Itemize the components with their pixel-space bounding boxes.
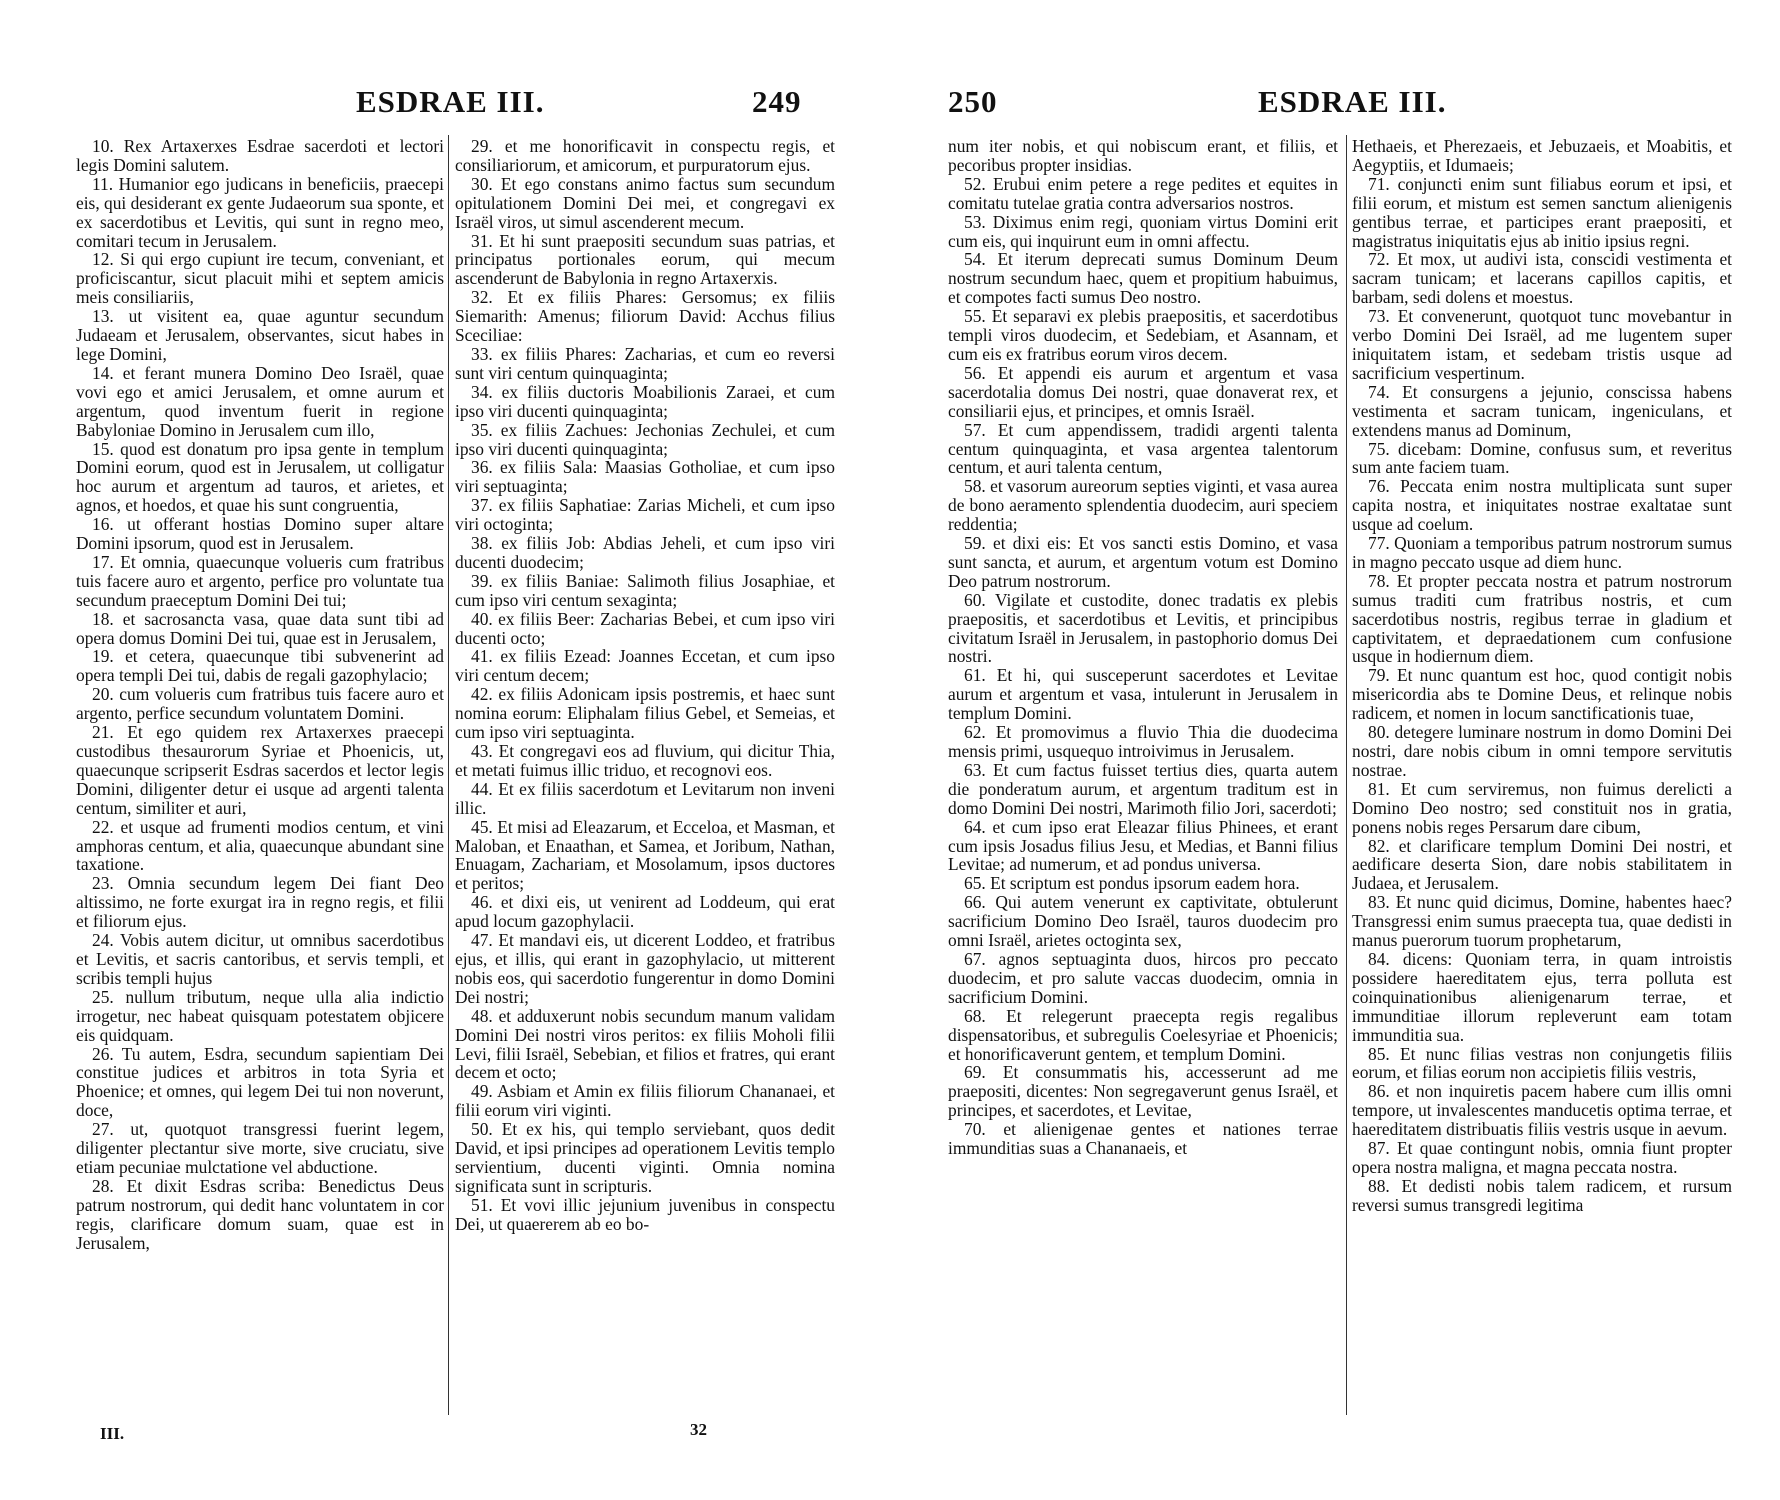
verse: 22. et usque ad frumenti modios centum, et vini amphoras centum, et alia, quaecunque abundant sine taxatione. bbox=[76, 816, 444, 875]
verse: 62. Et promovimus a fluvio Thia die duodecima mensis primi, usquequo introivimus in Jerusalem. bbox=[948, 722, 1338, 761]
verse: 69. Et consummatis his, accesserunt ad me praepositi, dicentes: Non segregaverunt genus Israël, et principes, et sacerdotes, et Levitae, bbox=[948, 1062, 1338, 1121]
verse: 35. ex filiis Zachues: Jechonias Zechulei, et cum ipso viri ducenti quinquaginta; bbox=[455, 419, 835, 459]
verse: 24. Vobis autem dicitur, ut omnibus sacerdotibus et Levitis, et sacris cantoribus, et servis templi, et scribis templi hujus bbox=[76, 930, 444, 988]
verse: 37. ex filiis Saphatiae: Zarias Micheli, et cum ipso viri octoginta; bbox=[455, 495, 835, 535]
verse: 59. et dixi eis: Et vos sancti estis Domino, et vasa sunt sancta, et aurum, et argentum votum est Domino Deo patrum nostrorum. bbox=[948, 533, 1338, 591]
verse: 23. Omnia secundum legem Dei fiant Deo altissimo, ne forte exurgat ira in regno regis, et filii et filiorum ejus. bbox=[76, 873, 444, 932]
verse: 58. et vasorum aureorum septies viginti, et vasa aurea de bono aeramento splendentia duodecim, auri speciem reddentia; bbox=[948, 476, 1338, 535]
verse: 57. Et cum appendissem, tradidi argenti talenta centum quinquaginta, et vasa argentea talentorum centum, et auri talenta centum, bbox=[948, 419, 1338, 478]
right-column-2 bbox=[1352, 137, 1732, 1215]
verse: 12. Si qui ergo cupiunt ire tecum, conveniant, et proficiscantur, sicut placuit mihi et septem amicis meis consiliariis, bbox=[76, 249, 444, 308]
verse: 86. et non inquiretis pacem habere cum illis omni tempore, ut invalescentes manducetis optima terrae, et haereditatem distribuatis filiis vestris usque in aevum. bbox=[1352, 1081, 1732, 1140]
verse: 84. dicens: Quoniam terra, in quam introistis possidere haereditatem ejus, terra polluta est coinquinationibus alienigenarum terrae, et immunditiae illorum repleverunt eam totam immunditia sua. bbox=[1352, 948, 1732, 1045]
verse: 64. et cum ipso erat Eleazar filius Phinees, et erant cum ipsis Josadus filius Jesu, et Medias, et Banni filius Levitae; ad numerum, et ad pondus universa. bbox=[948, 816, 1338, 875]
verse: 32. Et ex filiis Phares: Gersomus; ex filiis Siemarith: Amenus; filiorum David: Acchus filius Sceciliae: bbox=[455, 287, 835, 346]
verse: 80. detegere luminare nostrum in domo Domini Dei nostri, dare nobis cibum in omni tempore servitutis nostrae. bbox=[1352, 722, 1732, 780]
verse: 70. et alienigenae gentes et nationes terrae immunditias suas a Chananaeis, et bbox=[948, 1119, 1338, 1159]
verse: 82. et clarificare templum Domini Dei nostri, et aedificare deserta Sion, dare nobis stabilitatem in Judaea, et Jerusalem. bbox=[1352, 835, 1732, 894]
verse: 61. Et hi, qui susceperunt sacerdotes et Levitae aurum et argentum et vasa, intulerunt in Jerusalem in templum Domini. bbox=[948, 665, 1338, 724]
verse-continuation: Hethaeis, et Pherezaeis, et Jebuzaeis, et Moabitis, et Aegyptiis, et Idumaeis; bbox=[1352, 136, 1732, 175]
verse: 47. Et mandavi eis, ut dicerent Loddeo, et fratribus ejus, et illis, qui erant in gazophylacio, ut mitterent nobis eos, qui sacerdotio fungerentur in domo Domini Dei nostri; bbox=[455, 930, 835, 1007]
verse-continuation: num iter nobis, et qui nobiscum erant, et filiis, et pecoribus propter insidias. bbox=[948, 136, 1338, 175]
verse: 33. ex filiis Phares: Zacharias, et cum eo reversi sunt viri centum quinquaginta; bbox=[455, 343, 835, 383]
verse: 54. Et iterum deprecati sumus Dominum Deum nostrum secundum haec, quem et propitium habuimus, et compotes facti sumus Deo nostro. bbox=[948, 249, 1338, 308]
verse: 40. ex filiis Beer: Zacharias Bebei, et cum ipso viri ducenti octo; bbox=[455, 608, 835, 648]
running-title-right: ESDRAE III. bbox=[1258, 84, 1447, 119]
verse: 28. Et dixit Esdras scriba: Benedictus Deus patrum nostrorum, qui dedit hanc voluntatem in cor regis, clarificare domum suam, quae est in Jerusalem, bbox=[76, 1175, 444, 1253]
left-column-1 bbox=[76, 137, 444, 1252]
running-title-left: ESDRAE III. bbox=[356, 84, 545, 119]
verse: 72. Et mox, ut audivi ista, conscidi vestimenta et sacram tunicam; et lacerans capillos capitis, et barbam, sedi dolens et moestus. bbox=[1352, 249, 1732, 308]
verse: 20. cum volueris cum fratribus tuis facere auro et argento, perfice secundum voluntatem Domini. bbox=[76, 684, 444, 724]
verse: 55. Et separavi ex plebis praepositis, et sacerdotibus templi viros duodecim, et Sedebiam, et Asannam, et cum eis ex fratribus eorum viros decem. bbox=[948, 306, 1338, 364]
page-number-left: 249 bbox=[752, 84, 802, 119]
verse: 39. ex filiis Baniae: Salimoth filius Josaphiae, et cum ipso viri centum sexaginta; bbox=[455, 570, 835, 610]
verse: 85. Et nunc filias vestras non conjungetis filiis eorum, et filias eorum non accipietis filiis vestris, bbox=[1352, 1043, 1732, 1083]
verse: 26. Tu autem, Esdra, secundum sapientiam Dei constitue judices et arbitros in tota Syria et Phoenice; et omnes, qui legem Dei tui non noverunt, doce, bbox=[76, 1043, 444, 1121]
verse: 43. Et congregavi eos ad fluvium, qui dicitur Thia, et metati fuimus illic triduo, et recognovi eos. bbox=[455, 741, 835, 780]
verse: 78. Et propter peccata nostra et patrum nostrorum sumus traditi cum fratribus nostris, et cum sacerdotibus nostris, regibus terrae in gladium et captivitatem, et depraedationem cum confusione usque in hodiernum diem. bbox=[1352, 570, 1732, 667]
right-column-1 bbox=[948, 137, 1338, 1158]
left-column-2 bbox=[455, 137, 835, 1234]
verse: 51. Et vovi illic jejunium juvenibus in conspectu Dei, ut quaererem ab eo bo- bbox=[455, 1194, 835, 1234]
verse: 36. ex filiis Sala: Maasias Gotholiae, et cum ipso viri septuaginta; bbox=[455, 457, 835, 497]
verse: 50. Et ex his, qui templo serviebant, quos dedit David, et ipsi principes ad operationem Levitis templo servientium, ducenti viginti. Omnia nomina significata sunt in scripturis. bbox=[455, 1119, 835, 1196]
verse: 38. ex filiis Job: Abdias Jeheli, et cum ipso viri ducenti duodecim; bbox=[455, 533, 835, 572]
verse: 16. ut offerant hostias Domino super altare Domini ipsorum, quod est in Jerusalem. bbox=[76, 514, 444, 554]
verse: 60. Vigilate et custodite, donec tradatis ex plebis praepositis, et sacerdotibus et Levitis, et principibus civitatum Israël in Jerusalem, in pastophorio domus Dei nostri. bbox=[948, 589, 1338, 667]
verse: 30. Et ego constans animo factus sum secundum opitulationem Domini Dei mei, et congregavi ex Israël viros, ut simul ascenderent mecum. bbox=[455, 173, 835, 232]
verse: 79. Et nunc quantum est hoc, quod contigit nobis misericordia abs te Domine Deus, et relinque nobis radicem, et nomen in locum sanctificationis tuae, bbox=[1352, 665, 1732, 724]
verse: 48. et adduxerunt nobis secundum manum validam Domini Dei nostri viros peritos: ex filiis Moholi filii Levi, filii Israël, Sebebian, et filios et fratres, qui erant decem et octo; bbox=[455, 1005, 835, 1083]
verse: 42. ex filiis Adonicam ipsis postremis, et haec sunt nomina eorum: Eliphalam filius Gebel, et Semeias, et cum ipso viri septuaginta. bbox=[455, 684, 835, 743]
verse: 45. Et misi ad Eleazarum, et Ecceloa, et Masman, et Maloban, et Enaathan, et Samea, et Joribum, Nathan, Enuagam, Zachariam, et Mosolamum, ipsos ductores et peritos; bbox=[455, 816, 835, 894]
verse: 17. Et omnia, quaecunque volueris cum fratribus tuis facere auro et argento, perfice pro voluntate tua secundum praeceptum Domini Dei tui; bbox=[76, 551, 444, 610]
verse: 88. Et dedisti nobis talem radicem, et rursum reversi sumus transgredi legitima bbox=[1352, 1175, 1732, 1215]
verse: 10. Rex Artaxerxes Esdrae sacerdoti et lectori legis Domini salutem. bbox=[76, 136, 444, 175]
verse: 18. et sacrosancta vasa, quae data sunt tibi ad opera domus Domini Dei tui, quae est in Jerusalem, bbox=[76, 608, 444, 648]
verse: 31. Et hi sunt praepositi secundum suas patrias, et principatus portionales eorum, qui mecum ascenderunt de Babylonia in regno Artaxerxis. bbox=[455, 230, 835, 289]
verse: 14. et ferant munera Domino Deo Israël, quae vovi ego et amici Jerusalem, et omne aurum et argentum, quod inventum fuerit in regione Babyloniae Domino in Jerusalem cum illo, bbox=[76, 362, 444, 440]
verse: 81. Et cum serviremus, non fuimus derelicti a Domino Deo nostro; sed constituit nos in gratia, ponens nobis reges Persarum dare cibum, bbox=[1352, 778, 1732, 837]
verse: 87. Et quae contingunt nobis, omnia fiunt propter opera nostra maligna, et magna peccata nostra. bbox=[1352, 1138, 1732, 1177]
verse: 68. Et relegerunt praecepta regis regalibus dispensatoribus, et subregulis Coelesyriae et Phoenicis; et honorificaverunt gentem, et templum Domini. bbox=[948, 1005, 1338, 1064]
verse: 34. ex filiis ductoris Moabilionis Zaraei, et cum ipso viri ducenti quinquaginta; bbox=[455, 381, 835, 421]
signature-mark: III. bbox=[100, 1424, 125, 1443]
verse: 25. nullum tributum, neque ulla alia indictio irrogetur, nec habeat quisquam potestatem objicere eis quidquam. bbox=[76, 986, 444, 1045]
right-page bbox=[890, 0, 1780, 1500]
verse: 63. Et cum factus fuisset tertius dies, quarta autem die ponderatum aurum, et argentum traditum est in domo Domini Dei nostri, Marimoth filio Jori, sacerdoti; bbox=[948, 759, 1338, 818]
verse: 46. et dixi eis, ut venirent ad Loddeum, qui erat apud locum gazophylacii. bbox=[455, 892, 835, 932]
verse: 66. Qui autem venerunt ex captivitate, obtulerunt sacrificium Domino Deo Israël, tauros duodecim pro omni Israël, arietes octoginta sex, bbox=[948, 892, 1338, 951]
verse: 53. Diximus enim regi, quoniam virtus Domini erit cum eis, qui inquirunt eum in omni affectu. bbox=[948, 211, 1338, 251]
verse: 41. ex filiis Ezead: Joannes Eccetan, et cum ipso viri centum decem; bbox=[455, 646, 835, 686]
verse: 75. dicebam: Domine, confusus sum, et reveritus sum ante faciem tuam. bbox=[1352, 438, 1732, 478]
page-number-right: 250 bbox=[948, 84, 998, 119]
verse: 77. Quoniam a temporibus patrum nostrorum sumus in magno peccato usque ad diem hunc. bbox=[1352, 533, 1732, 572]
verse: 13. ut visitent ea, quae aguntur secundum Judaeam et Jerusalem, observantes, sicut habes in lege Domini, bbox=[76, 306, 444, 364]
verse: 52. Erubui enim petere a rege pedites et equites in comitatu tutelae gratia contra adversarios nostros. bbox=[948, 173, 1338, 213]
verse: 67. agnos septuaginta duos, hircos pro peccato duodecim, et pro salute vaccas duodecim, omnia in sacrificium Domini. bbox=[948, 948, 1338, 1007]
verse: 74. Et consurgens a jejunio, conscissa habens vestimenta et sacram tunicam, ingeniculans, et extendens manus ad Dominum, bbox=[1352, 381, 1732, 440]
verse: 21. Et ego quidem rex Artaxerxes praecepi custodibus thesaurorum Syriae et Phoenicis, ut, quaecunque scripserit Esdras sacerdos et lector legis Domini, diligenter detur ei usque ad argenti talenta centum, similiter et auri, bbox=[76, 722, 444, 818]
column-divider bbox=[448, 135, 449, 1415]
verse: 71. conjuncti enim sunt filiabus eorum et ipsi, et filii eorum, et mistum est semen sanctum alienigenis gentibus terrae, et participes erant praepositi, et magistratus iniquitatis ejus ab initio ipsius regni. bbox=[1352, 173, 1732, 251]
verse: 19. et cetera, quaecunque tibi subvenerint ad opera templi Dei tui, dabis de regali gazophylacio; bbox=[76, 646, 444, 686]
verse: 49. Asbiam et Amin ex filiis filiorum Chananaei, et filii eorum viri viginti. bbox=[455, 1081, 835, 1121]
gathering-mark: 32 bbox=[690, 1420, 707, 1439]
verse: 56. Et appendi eis aurum et argentum et vasa sacerdotalia domus Dei nostri, quae donaverat rex, et consiliarii ejus, et principes, et omnis Israël. bbox=[948, 362, 1338, 421]
verse: 27. ut, quotquot transgressi fuerint legem, diligenter plectantur sive morte, sive cruciatu, sive etiam pecuniae mulctatione vel abductione. bbox=[76, 1119, 444, 1177]
verse: 65. Et scriptum est pondus ipsorum eadem hora. bbox=[964, 873, 1300, 894]
verse: 83. Et nunc quid dicimus, Domine, habentes haec? Transgressi enim sumus praecepta tua, quae dedisti in manus puerorum tuorum prophetarum, bbox=[1352, 892, 1732, 951]
verse: 73. Et convenerunt, quotquot tunc movebantur in verbo Domini Dei Israël, ad me lugentem super iniquitatem istam, et sedebam tristis usque ad sacrificium vespertinum. bbox=[1352, 306, 1732, 383]
verse: 76. Peccata enim nostra multiplicata sunt super capita nostra, et iniquitates nostrae exaltatae sunt usque ad coelum. bbox=[1352, 476, 1732, 535]
verse: 44. Et ex filiis sacerdotum et Levitarum non inveni illic. bbox=[455, 778, 835, 818]
verse: 29. et me honorificavit in conspectu regis, et consiliariorum, et amicorum, et purpuratorum ejus. bbox=[455, 136, 835, 175]
verse: 15. quod est donatum pro ipsa gente in templum Domini eorum, quod est in Jerusalem, ut colligatur hoc aurum et argentum ad tauros, et arietes, et agnos, et hoedos, et quae his sunt congruentia, bbox=[76, 438, 444, 516]
column-divider bbox=[1346, 135, 1347, 1415]
verse: 11. Humanior ego judicans in beneficiis, praecepi eis, qui desiderant ex gente Judaeorum sua sponte, et ex sacerdotibus et Levitis, qui sunt in regno meo, comitari tecum in Jerusalem. bbox=[76, 173, 444, 251]
